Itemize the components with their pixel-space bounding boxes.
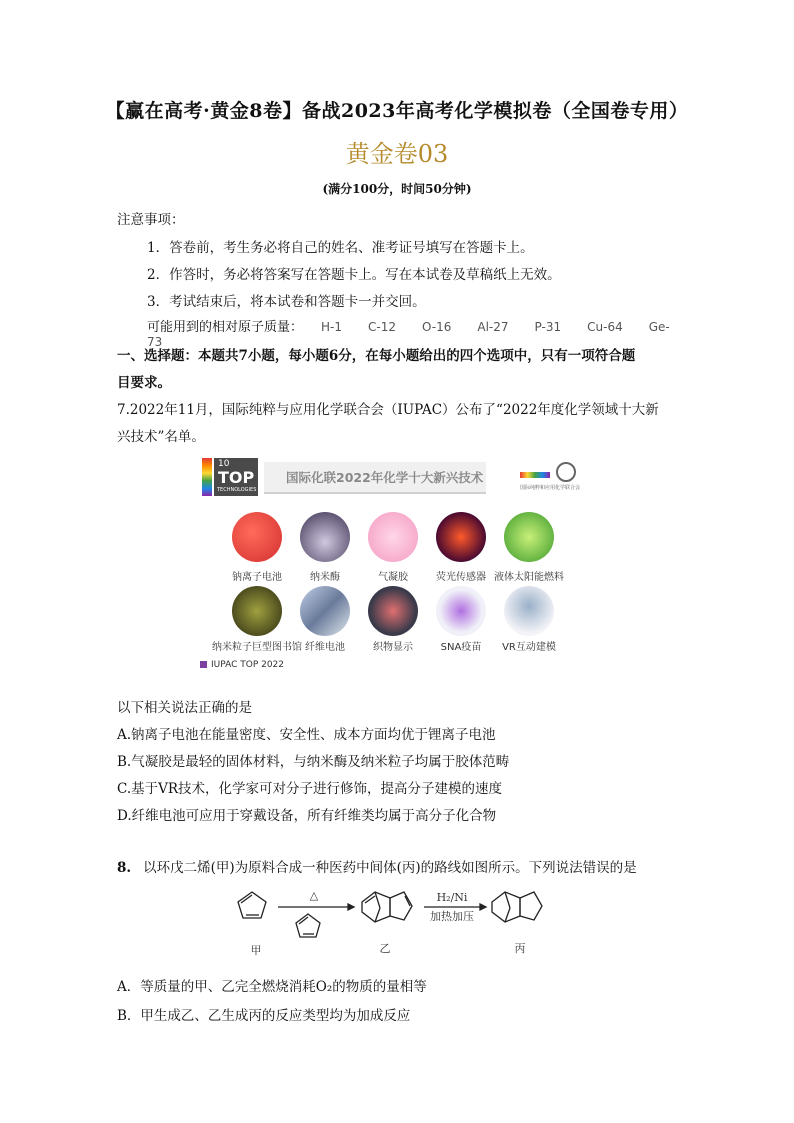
arrow2-reagent: H₂/Ni xyxy=(436,891,468,904)
q7-option-b: B.气凝胶是最轻的固体材料，与纳米酶及纳米粒子均属于胶体范畴 xyxy=(117,754,510,770)
infographic-header: 国际化联2022年化学十大新兴技术 xyxy=(264,462,486,494)
section1-line2: 目要求。 xyxy=(117,375,171,391)
exam-title: 【赢在高考·黄金8卷】备战2023年高考化学模拟卷（全国卷专用） xyxy=(105,100,689,122)
aerogel-icon xyxy=(368,512,418,562)
reaction-scheme xyxy=(230,880,570,960)
infographic-legend: IUPAC TOP 2022 xyxy=(200,660,284,670)
cyclopentadiene-reagent-structure xyxy=(296,914,320,937)
tech-label-4: 荧光传感器 xyxy=(436,572,486,583)
top10-logo: 10 TOP TECHNOLOGIES xyxy=(202,458,258,496)
q7-option-c: C.基于VR技术，化学家可对分子进行修饰，提高分子建模的速度 xyxy=(117,781,503,797)
sna-vaccine-icon xyxy=(436,586,486,636)
textile-display-icon xyxy=(368,586,418,636)
tetrahydrodicyclopentadiene-structure xyxy=(492,892,542,922)
label-bing: 丙 xyxy=(514,942,526,955)
q7-stem-line1: 7.2022年11月，国际纯粹与应用化学联合会（IUPAC）公布了“2022年度化学领域十大新 xyxy=(117,402,659,418)
iupac-infographic xyxy=(200,458,600,680)
sodium-battery-icon xyxy=(232,512,282,562)
q8-stem xyxy=(117,856,637,876)
q8-number: 8. xyxy=(117,860,132,876)
nanoparticle-library-icon xyxy=(232,586,282,636)
tech-label-9: SNA疫苗 xyxy=(440,642,482,653)
iupac-logo: 国际纯粹和应用化学联合会 xyxy=(520,462,600,494)
label-yi: 乙 xyxy=(379,942,391,955)
legend-square-icon xyxy=(200,661,207,668)
tech-label-7: 纤维电池 xyxy=(305,642,345,653)
q8-option-a: A．等质量的甲、乙完全燃烧消耗O₂的物质的量相等 xyxy=(117,979,427,995)
mass-h: H-1 xyxy=(321,320,343,334)
tech-label-6: 纳米粒子巨型图书馆 xyxy=(212,642,302,653)
arrow1-condition: △ xyxy=(309,889,319,902)
q8-stem-text: 以环戊二烯(甲)为原料合成一种医药中间体(丙)的路线如图所示。下列说法错误的是 xyxy=(143,860,637,876)
fluorescent-sensor-icon xyxy=(436,512,486,562)
exam-score-time: (满分100分，时间50分钟) xyxy=(322,182,472,196)
cyclopentadiene-structure xyxy=(238,892,266,918)
vr-modeling-icon xyxy=(504,586,554,636)
q7-option-a: A.钠离子电池在能量密度、安全性、成本方面均优于锂离子电池 xyxy=(117,727,496,743)
mass-p: P-31 xyxy=(534,320,562,334)
mass-al: Al-27 xyxy=(477,320,509,334)
tech-label-2: 纳米酶 xyxy=(310,572,340,583)
q8-option-b: B．甲生成乙、乙生成丙的反应类型均为加成反应 xyxy=(117,1008,411,1024)
q7-option-d: D.纤维电池可应用于穿戴设备，所有纤维类均属于高分子化合物 xyxy=(117,808,497,824)
tech-label-1: 钠离子电池 xyxy=(232,572,282,583)
mass-cu: Cu-64 xyxy=(587,320,623,334)
section1-line1: 一、选择题：本题共7小题，每小题6分，在每小题给出的四个选项中，只有一项符合题 xyxy=(117,348,636,364)
iupac-emblem-icon xyxy=(556,462,576,482)
note-item-3: 3．考试结束后，将本试卷和答题卡一并交回。 xyxy=(147,294,426,310)
exam-subtitle: 黄金卷03 xyxy=(345,140,449,168)
tech-label-5: 液体太阳能燃料 xyxy=(494,572,564,583)
fiber-battery-icon xyxy=(300,586,350,636)
q7-stem-line2: 兴技术”名单。 xyxy=(117,429,205,445)
nanozyme-icon xyxy=(300,512,350,562)
note-item-1: 1．答卷前，考生务必将自己的姓名、准考证号填写在答题卡上。 xyxy=(147,240,534,256)
tech-label-10: VR互动建模 xyxy=(502,642,556,653)
mass-ge: Ge-73 xyxy=(147,320,670,349)
atomic-masses-label: 可能用到的相对原子质量： xyxy=(147,320,304,335)
tech-label-8: 织物显示 xyxy=(373,642,413,653)
q7-question: 以下相关说法正确的是 xyxy=(117,700,252,716)
tech-label-3: 气凝胶 xyxy=(378,572,408,583)
arrow2-condition: 加热加压 xyxy=(430,910,474,923)
dicyclopentadiene-structure xyxy=(362,892,412,922)
solar-fuel-icon xyxy=(504,512,554,562)
mass-c: C-12 xyxy=(368,320,396,334)
notes-heading: 注意事项： xyxy=(117,212,185,228)
label-jia: 甲 xyxy=(250,944,262,957)
mass-o: O-16 xyxy=(422,320,452,334)
note-item-2: 2．作答时，务必将答案写在答题卡上。写在本试卷及草稿纸上无效。 xyxy=(147,267,561,283)
